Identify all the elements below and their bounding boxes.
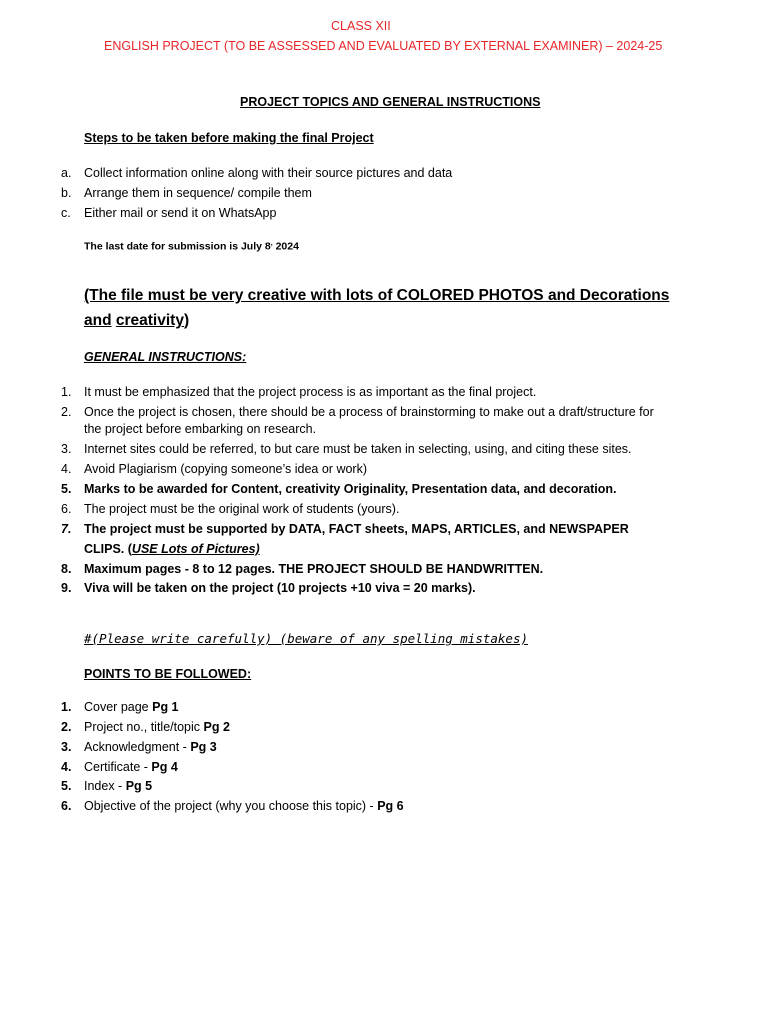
list-item: Once the project is chosen, there should be a process of brainstorming to make out a draft/structure for: [84, 405, 654, 419]
list-item: Project no., title/topic Pg 2: [84, 720, 230, 734]
list-marker: 9.: [61, 581, 72, 595]
list-marker: 1.: [61, 385, 72, 399]
list-item: Cover page Pg 1: [84, 700, 179, 714]
list-marker: 2.: [61, 720, 72, 734]
list-item: Viva will be taken on the project (10 projects +10 viva = 20 marks).: [84, 581, 476, 595]
list-marker: 3.: [61, 442, 72, 456]
creative-note-line2: and creativity): [84, 312, 190, 329]
spelling-note: #(Please write carefully) (beware of any spelling mistakes): [84, 631, 529, 646]
list-marker: 4.: [61, 462, 72, 476]
last-date-note: The last date for submission is July 8, 2024: [84, 240, 299, 253]
list-item: Either mail or send it on WhatsApp: [84, 206, 277, 220]
creative-note-line1: (The file must be very creative with lots of COLORED PHOTOS and Decorations: [84, 287, 670, 304]
list-marker: 8.: [61, 562, 72, 576]
list-marker: b.: [61, 186, 72, 200]
list-item: The project must be supported by DATA, FACT sheets, MAPS, ARTICLES, and NEWSPAPER: [84, 522, 629, 536]
list-marker: 1.: [61, 700, 72, 714]
list-item-continuation: CLIPS. (USE Lots of Pictures): [84, 542, 260, 556]
list-item: Marks to be awarded for Content, creativity Originality, Presentation data, and decoration.: [84, 482, 617, 496]
list-marker: 2.: [61, 405, 72, 419]
list-item-continuation: the project before embarking on research.: [84, 422, 317, 436]
list-marker: c.: [61, 206, 71, 220]
list-item: Arrange them in sequence/ compile them: [84, 186, 312, 200]
list-marker: 5.: [61, 779, 72, 793]
steps-heading: Steps to be taken before making the final Project: [84, 131, 374, 145]
list-item: Maximum pages - 8 to 12 pages. THE PROJECT SHOULD BE HANDWRITTEN.: [84, 562, 544, 576]
list-marker: 6.: [61, 502, 72, 516]
points-heading: POINTS TO BE FOLLOWED:: [84, 667, 252, 681]
list-item: Certificate - Pg 4: [84, 760, 178, 774]
topics-heading: PROJECT TOPICS AND GENERAL INSTRUCTIONS: [240, 95, 541, 109]
list-marker: a.: [61, 166, 72, 180]
list-marker: 3.: [61, 740, 72, 754]
list-item: It must be emphasized that the project process is as important as the final project.: [84, 385, 537, 399]
list-marker: 4.: [61, 760, 72, 774]
list-item: Index - Pg 5: [84, 779, 153, 793]
list-marker: 7.: [61, 522, 72, 536]
list-item: Avoid Plagiarism (copying someone’s idea or work): [84, 462, 368, 476]
list-item: Acknowledgment - Pg 3: [84, 740, 217, 754]
list-item: The project must be the original work of students (yours).: [84, 502, 400, 516]
list-marker: 6.: [61, 799, 72, 813]
list-item: Collect information online along with their source pictures and data: [84, 166, 453, 180]
project-title: ENGLISH PROJECT (TO BE ASSESSED AND EVALUATED BY EXTERNAL EXAMINER) – 2024-25: [104, 39, 663, 53]
class-title: CLASS XII: [331, 19, 391, 33]
general-heading: GENERAL INSTRUCTIONS:: [84, 350, 247, 364]
list-item: Objective of the project (why you choose this topic) - Pg 6: [84, 799, 404, 813]
list-marker: 5.: [61, 482, 72, 496]
list-item: Internet sites could be referred, to but care must be taken in selecting, using, and citing these sites.: [84, 442, 632, 456]
